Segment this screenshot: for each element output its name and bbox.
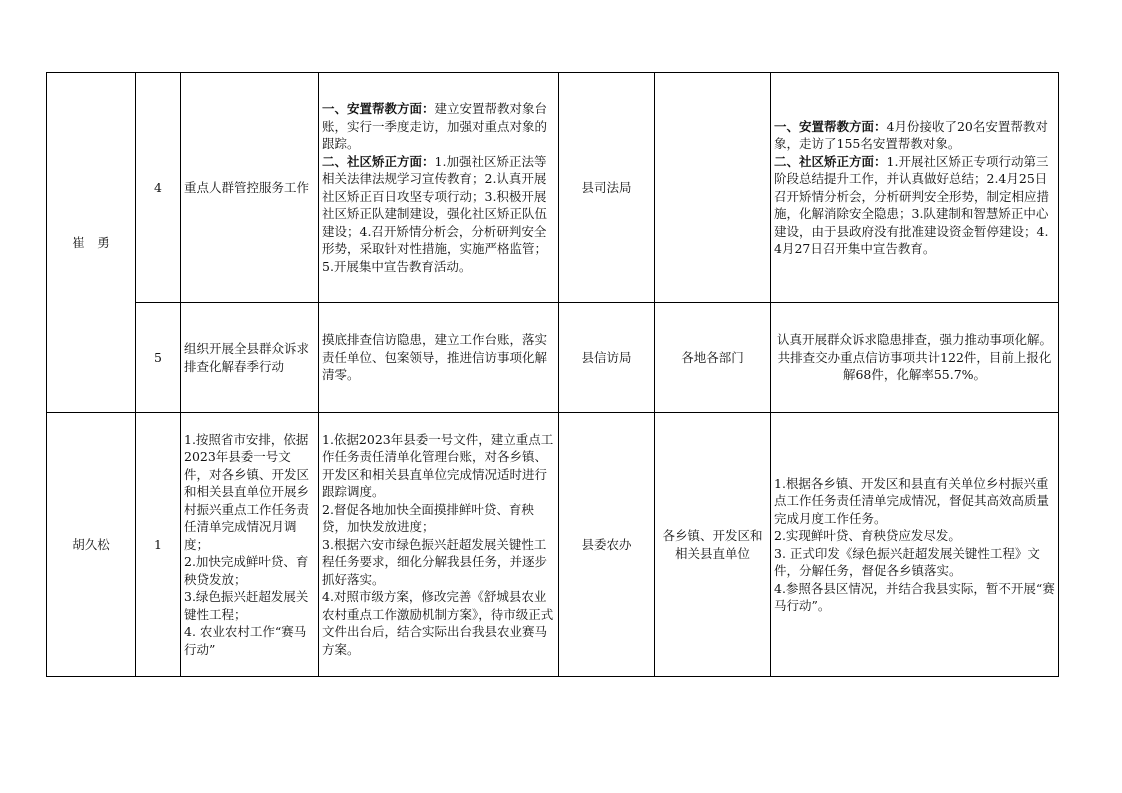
progress <box>771 73 1059 303</box>
measures-text: 1.加强社区矫正法等相关法律法规学习宣传教育；2.认真开展社区矫正百日攻坚专项行动；3.积极开展社区矫正队建制建设，强化社区矫正队伍建设；4.召开矫情分析会，分析研判安全形势，采取针对性措施，实施严格监管；5.开展集中宣告教育活动。 <box>322 153 548 274</box>
task-name: 组织开展全县群众诉求排查化解春季行动 <box>181 303 319 413</box>
coop-unit: 各地各部门 <box>655 303 771 413</box>
table-row <box>47 73 1059 303</box>
work-measures <box>319 73 559 303</box>
progress-heading: 一、安置帮教方面： <box>774 118 887 134</box>
task-number: 4 <box>136 73 181 303</box>
measures-line: 2.督促各地加快全面摸排鲜叶贷、育秧贷，加快发放进度； <box>322 501 534 535</box>
table-row <box>47 303 1059 413</box>
work-progress-table <box>46 72 1059 677</box>
measures-text: 建立安置帮教对象台账，实行一季度走访，加强对重点对象的跟踪。 <box>322 101 548 151</box>
lead-unit: 县信访局 <box>559 303 655 413</box>
progress-line: 2.实现鲜叶贷、育秧贷应发尽发。 <box>774 528 961 543</box>
progress: 认真开展群众诉求隐患排查，强力推动事项化解。共排查交办重点信访事项共计122件，目前上报化解68件，化解率55.7%。 <box>771 303 1059 413</box>
lead-unit: 县委农办 <box>559 413 655 677</box>
progress-text: 4月份接收了20名安置帮教对象，走访了155名安置帮教对象。 <box>774 118 1048 151</box>
work-measures: 摸底排查信访隐患，建立工作台账，落实责任单位、包案领导，推进信访事项化解清零。 <box>319 303 559 413</box>
task-number: 5 <box>136 303 181 413</box>
measures-line: 4.对照市级方案，修改完善《舒城县农业农村重点工作激励机制方案》，待市级正式文件出台后，结合实际出台我县农业赛马方案。 <box>322 589 554 657</box>
leader-cell: 崔 勇 <box>47 73 136 413</box>
progress <box>771 413 1059 677</box>
progress-heading: 二、社区矫正方面： <box>774 153 887 169</box>
measures-line: 3.根据六安市绿色振兴赶超发展关键性工程任务要求，细化分解我县任务，并逐步抓好落实。 <box>322 536 548 587</box>
task-line: 3.绿色振兴赶超发展关键性工程； <box>184 589 309 622</box>
table-row <box>47 413 1059 677</box>
lead-unit: 县司法局 <box>559 73 655 303</box>
measures-heading: 二、社区矫正方面： <box>322 153 435 169</box>
task-name: 重点人群管控服务工作 <box>181 73 319 303</box>
coop-unit <box>655 73 771 303</box>
task-name <box>181 413 319 677</box>
work-measures <box>319 413 559 677</box>
task-line: 1.按照省市安排，依据2023年县委一号文件，对各乡镇、开发区和相关县直单位开展乡村振兴重点工作任务责任清单完成情况月调度； <box>184 431 310 552</box>
measures-heading: 一、安置帮教方面： <box>322 101 435 116</box>
coop-unit: 各乡镇、开发区和相关县直单位 <box>655 413 771 677</box>
leader-cell: 胡久松 <box>47 413 136 677</box>
progress-line: 4.参照各县区情况，并结合我县实际，暂不开展“赛马行动”。 <box>774 580 1055 613</box>
task-number: 1 <box>136 413 181 677</box>
progress-line: 1.根据各乡镇、开发区和县直有关单位乡村振兴重点工作任务责任清单完成情况，督促其高效高质量完成月度工作任务。 <box>774 475 1050 526</box>
progress-text: 1.开展社区矫正专项行动第三阶段总结提升工作，并认真做好总结；2.4月25日召开矫情分析会，分析研判安全形势，制定相应措施，化解消除安全隐患；3.队建制和智慧矫正中心建设，由于县政府没有批准建设资金暂停建设；4.4月27日召开集中宣告教育。 <box>774 153 1050 256</box>
progress-line: 3. 正式印发《绿色振兴赶超发展关键性工程》文件，分解任务，督促各乡镇落实。 <box>774 545 1040 578</box>
task-line: 4. 农业农村工作“赛马行动” <box>184 624 307 657</box>
measures-line: 1.依据2023年县委一号文件，建立重点工作任务责任清单化管理台账，对各乡镇、开发区和相关县直单位完成情况适时进行跟踪调度。 <box>322 431 554 500</box>
task-line: 2.加快完成鲜叶贷、育秧贷发放； <box>184 554 309 587</box>
